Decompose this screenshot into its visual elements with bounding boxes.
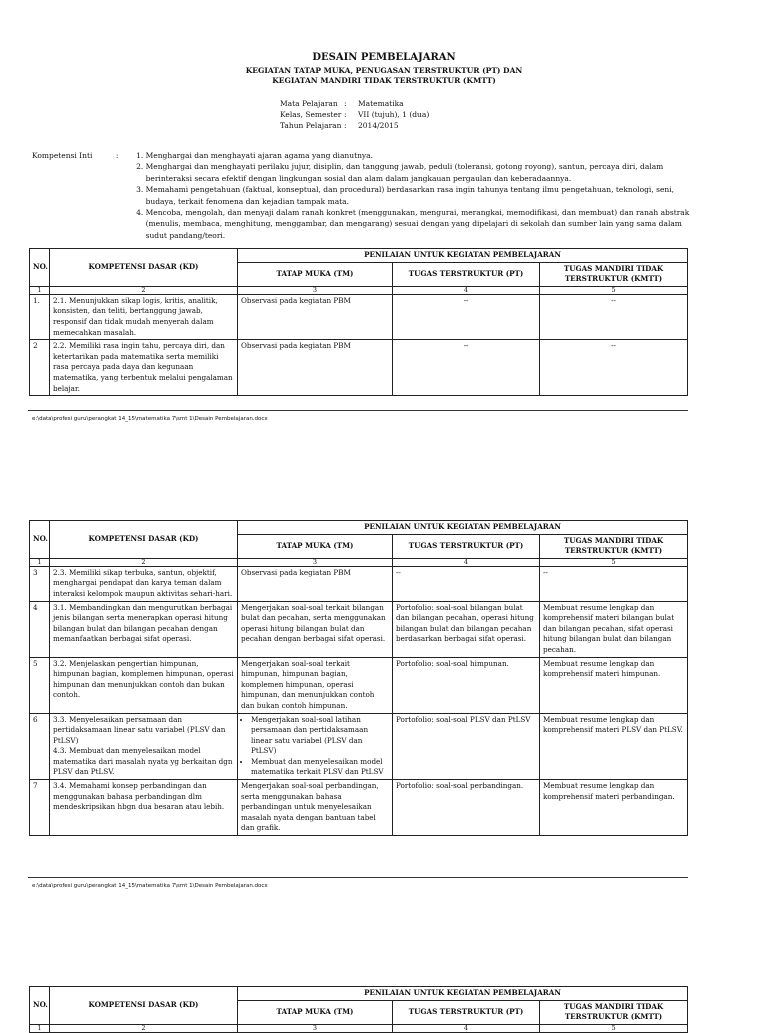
meta-value: Matematika: [358, 99, 404, 108]
index-cell: 4: [393, 558, 540, 566]
list-item: 4. Mencoba, mengolah, dan menyaji dalam ranah konkret (menggunakan, mengurai, merangkai, memodifikasi, dan membuat) dan ranah abstrak (menulis, membaca, menghitung, menggambar, dan mengarang) sesuai dengan yang dipelajari di sekolah dan sumber lain yang sama dalam sudut pandang/teori.: [146, 207, 692, 241]
th-tm: TATAP MUKA (TM): [238, 1000, 393, 1024]
index-cell: 2: [50, 286, 238, 294]
kd-line: 3.3. Menyelesaikan persamaan dan pertidaksamaan linear satu variabel (PLSV dan PtLSV): [53, 714, 226, 745]
th-penilaian: PENILAIAN UNTUK KEGIATAN PEMBELAJARAN: [238, 249, 688, 263]
kompetensi-inti-list: [128, 150, 692, 241]
cell-tm: Observasi pada kegiatan PBM: [238, 294, 393, 339]
tm-bullet-list: [241, 715, 389, 779]
kompetensi-inti-label: Kompetensi Inti: [32, 151, 93, 160]
cell-pt: --: [393, 566, 540, 601]
index-cell: 4: [393, 1024, 540, 1032]
cell-kd: [50, 713, 238, 780]
footer-path: e:\data\profesi guru\perangkat 14_15\matematika 7\smt 1\Desain Pembelajaran.docx: [32, 416, 268, 422]
index-cell: 1: [30, 558, 50, 566]
th-kmtt: TUGAS MANDIRI TIDAK TERSTRUKTUR (KMTT): [540, 534, 688, 558]
meta-row: Tahun Pelajaran : 2014/2015: [280, 121, 399, 130]
table-row: [30, 294, 688, 339]
cell-no: 7: [30, 780, 50, 836]
th-penilaian: PENILAIAN UNTUK KEGIATAN PEMBELAJARAN: [238, 521, 688, 535]
index-row: [30, 558, 688, 566]
document-title: DESAIN PEMBELAJARAN: [312, 52, 456, 63]
list-item: • Mengerjakan soal-soal latihan persamaan dan pertidaksamaan linear satu variabel (PLSV dan PtLSV): [251, 715, 389, 757]
th-pt: TUGAS TERSTRUKTUR (PT): [393, 534, 540, 558]
meta-value: 2014/2015: [358, 121, 399, 130]
cell-kmtt: Membuat resume lengkap dan komprehensif materi himpunan.: [540, 657, 688, 713]
document-subtitle-2: KEGIATAN MANDIRI TIDAK TERSTRUKTUR (KMTT): [272, 76, 496, 85]
meta-label: Kelas, Semester: [280, 110, 342, 119]
cell-no: 5: [30, 657, 50, 713]
index-cell: 5: [540, 286, 688, 294]
th-kd: KOMPETENSI DASAR (KD): [50, 249, 238, 287]
kd-table-3: [29, 986, 688, 1033]
cell-kmtt: Membuat resume lengkap dan komprehensif materi perbandingan.: [540, 780, 688, 836]
index-cell: 2: [50, 558, 238, 566]
th-kd: KOMPETENSI DASAR (KD): [50, 987, 238, 1025]
kompetensi-inti: Kompetensi Inti : 1. Menghargai dan menghayati ajaran agama yang dianutnya. 2. Menghargai dan menghayati perilaku jujur, disiplin, dan tanggung jawab, peduli (toleransi, gotong royong), santun, percaya diri, dalam berinteraksi secara efektif dengan lingkungan sosial dan alam dalam jangkauan pergaulan dan keberadaannya. 3. Memahami pengetahuan (faktual, konseptual, dan procedural) berdasarkan rasa ingin tahunya tentang ilmu pengetahuan, teknologi, seni, budaya, terkait fenomena dan kejadian tampak mata. 4. Mencoba, mengolah, dan menyaji dalam ranah konkret (menggunakan, mengurai, merangkai, memodifikasi, dan membuat) dan ranah abstrak (menulis, membaca, menghitung, menggambar, dan mengarang) sesuai dengan yang dipelajari di sekolah dan sumber lain yang sama dalam sudut pandang/teori.: [32, 150, 692, 241]
index-cell: 4: [393, 286, 540, 294]
kd-table-2: [29, 520, 688, 836]
index-cell: 5: [540, 558, 688, 566]
cell-pt: Portofolio: soal-soal perbandingan.: [393, 780, 540, 836]
cell-kd: 2.2. Memiliki rasa ingin tahu, percaya diri, dan ketertarikan pada matematika serta memiliki rasa percaya pada daya dan kegunaan matematika, yang terbentuk melalui pengalaman belajar.: [50, 340, 238, 396]
table-row: [30, 601, 688, 657]
th-tm: TATAP MUKA (TM): [238, 262, 393, 286]
th-penilaian: PENILAIAN UNTUK KEGIATAN PEMBELAJARAN: [238, 987, 688, 1001]
table-row: [30, 713, 688, 780]
index-cell: 2: [50, 1024, 238, 1032]
list-item: • Membuat dan menyelesaikan model matematika terkait PLSV dan PtLSV: [251, 757, 389, 778]
th-kmtt: TUGAS MANDIRI TIDAK TERSTRUKTUR (KMTT): [540, 1000, 688, 1024]
index-cell: 3: [238, 1024, 393, 1032]
cell-kmtt: --: [540, 566, 688, 601]
footer-path: e:\data\profesi guru\perangkat 14_15\matematika 7\smt 1\Desain Pembelajaran.docx: [32, 883, 268, 889]
index-cell: 3: [238, 558, 393, 566]
cell-tm: Observasi pada kegiatan PBM: [238, 566, 393, 601]
table-row: [30, 780, 688, 836]
cell-tm: [238, 713, 393, 780]
cell-no: 4: [30, 601, 50, 657]
table-row: [30, 340, 688, 396]
index-cell: 5: [540, 1024, 688, 1032]
index-cell: 1: [30, 1024, 50, 1032]
cell-tm: Mengerjakan soal-soal perbandingan, serta menggunakan bahasa perbandingan untuk menyelesaikan masalah nyata dengan bantuan tabel dan grafik.: [238, 780, 393, 836]
cell-no: 2: [30, 340, 50, 396]
index-row: [30, 1024, 688, 1032]
cell-pt: Portofolio: soal-soal PLSV dan PtLSV: [393, 713, 540, 780]
cell-tm: Observasi pada kegiatan PBM: [238, 340, 393, 396]
cell-no: 3: [30, 566, 50, 601]
cell-kd: 3.4. Memahami konsep perbandingan dan menggunakan bahasa perbandingan dlm mendeskripsikan hbgn dua besaran atau lebih.: [50, 780, 238, 836]
cell-kd: 3.1. Membandingkan dan mengurutkan berbagai jenis bilangan serta menerapkan operasi hitung bilangan bulat dan bilangan pecahan dengan memanfaatkan berbagai sifat operasi.: [50, 601, 238, 657]
th-tm: TATAP MUKA (TM): [238, 534, 393, 558]
cell-pt: --: [393, 294, 540, 339]
cell-tm: Mengerjakan soal-soal terkait bilangan bulat dan pecahan, serta menggunakan operasi hitung bilangan bulat dan pecahan dengan berbagai sifat operasi.: [238, 601, 393, 657]
index-cell: 1: [30, 286, 50, 294]
th-no: NO.: [30, 987, 50, 1025]
kd-line: 4.3. Membuat dan menyelesaikan model matematika dari masalah nyata yg berkaitan dgn PLSV dan PtLSV.: [53, 746, 233, 777]
th-no: NO.: [30, 249, 50, 287]
cell-kmtt: --: [540, 294, 688, 339]
document-subtitle-1: KEGIATAN TATAP MUKA, PENUGASAN TERSTRUKTUR (PT) DAN: [245, 66, 523, 75]
meta-row: Kelas, Semester : VII (tujuh), 1 (dua): [280, 110, 430, 119]
th-kd: KOMPETENSI DASAR (KD): [50, 521, 238, 559]
table-row: [30, 657, 688, 713]
cell-kd: 2.3. Memiliki sikap terbuka, santun, objektif, menghargai pendapat dan karya teman dalam interaksi kelompok maupun aktivitas sehari-hari.: [50, 566, 238, 601]
cell-kmtt: --: [540, 340, 688, 396]
th-kmtt: TUGAS MANDIRI TIDAK TERSTRUKTUR (KMTT): [540, 262, 688, 286]
cell-pt: Portofolio: soal-soal himpunan.: [393, 657, 540, 713]
cell-kd: 2.1. Menunjukkan sikap logis, kritis, analitik, konsisten, dan teliti, bertanggung jawab, responsif dan tidak mudah menyerah dalam memecahkan masalah.: [50, 294, 238, 339]
table-row: [30, 566, 688, 601]
index-cell: 3: [238, 286, 393, 294]
cell-no: 6: [30, 713, 50, 780]
th-no: NO.: [30, 521, 50, 559]
th-pt: TUGAS TERSTRUKTUR (PT): [393, 1000, 540, 1024]
cell-kd: 3.2. Menjelaskan pengertian himpunan, himpunan bagian, komplemen himpunan, operasi himpunan dan menunjukkan contoh dan bukan contoh.: [50, 657, 238, 713]
footer-divider: [28, 877, 688, 878]
footer-divider: [28, 410, 688, 411]
meta-label: Mata Pelajaran: [280, 99, 338, 108]
cell-pt: --: [393, 340, 540, 396]
list-item: 2. Menghargai dan menghayati perilaku jujur, disiplin, dan tanggung jawab, peduli (toleransi, gotong royong), santun, percaya diri, dalam berinteraksi secara efektif dengan lingkungan sosial dan alam dalam jangkauan pergaulan dan keberadaannya.: [146, 161, 692, 184]
kd-table-1: [29, 248, 688, 396]
list-item: 3. Memahami pengetahuan (faktual, konseptual, dan procedural) berdasarkan rasa ingin tahunya tentang ilmu pengetahuan, teknologi, seni, budaya, terkait fenomena dan kejadian tampak mata.: [146, 184, 692, 207]
meta-value: VII (tujuh), 1 (dua): [358, 110, 430, 119]
index-row: [30, 286, 688, 294]
list-item: 1. Menghargai dan menghayati ajaran agama yang dianutnya.: [146, 150, 692, 161]
cell-kmtt: Membuat resume lengkap dan komprehensif materi bilangan bulat dan bilangan pecahan, sifat operasi hitung bilangan bulat dan bilangan pecahan.: [540, 601, 688, 657]
cell-kmtt: Membuat resume lengkap dan komprehensif materi PLSV dan PtLSV.: [540, 713, 688, 780]
meta-block: [280, 98, 429, 131]
meta-label: Tahun Pelajaran: [280, 121, 342, 130]
cell-no: 1.: [30, 294, 50, 339]
cell-tm: Mengerjakan soal-soal terkait himpunan, himpunan bagian, komplemen himpunan, operasi himpunan, dan menunjukkan contoh dan bukan contoh himpunan.: [238, 657, 393, 713]
th-pt: TUGAS TERSTRUKTUR (PT): [393, 262, 540, 286]
meta-row: Mata Pelajaran : Matematika: [280, 99, 404, 108]
cell-pt: Portofolio: soal-soal bilangan bulat dan bilangan pecahan, operasi hitung bilangan bulat dan bilangan pecahan berdasarkan berbagai sifat operasi.: [393, 601, 540, 657]
